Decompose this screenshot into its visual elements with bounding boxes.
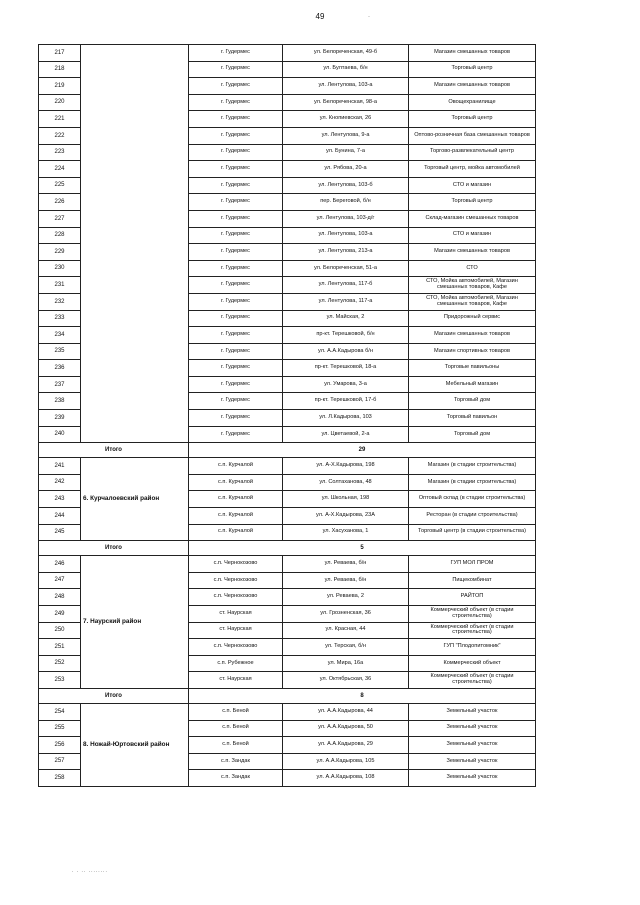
row-number: 223 [39, 144, 81, 161]
object-cell: Мебельный магазин [409, 376, 536, 393]
row-number: 240 [39, 426, 81, 443]
object-cell: СТО [409, 260, 536, 277]
address-cell: ул. Бултаева, б/н [283, 61, 409, 78]
locality-cell: с.п. Курчалой [189, 458, 283, 475]
row-number: 239 [39, 410, 81, 427]
locality-cell: г. Гудермес [189, 111, 283, 128]
object-cell: Торговый центр, мойка автомобилей [409, 161, 536, 178]
object-cell: Торговый павильон [409, 410, 536, 427]
total-value: 29 [189, 443, 536, 458]
total-label: Итого [39, 443, 189, 458]
object-cell: Земельный участок [409, 770, 536, 787]
locality-cell: г. Гудермес [189, 360, 283, 377]
total-label: Итого [39, 541, 189, 556]
object-cell: Магазин смешанных товаров [409, 327, 536, 344]
total-row [39, 688, 536, 703]
row-number: 243 [39, 491, 81, 508]
row-number: 222 [39, 127, 81, 144]
address-cell: пр-кт. Терешковой, 18-а [283, 360, 409, 377]
district-name [81, 45, 189, 443]
total-row [39, 541, 536, 556]
address-cell: ул. Реваева, б/н [283, 556, 409, 573]
address-cell: ул. Лентулова, 213-а [283, 244, 409, 261]
row-number: 238 [39, 393, 81, 410]
locality-cell: г. Гудермес [189, 94, 283, 111]
address-cell: ул. Лентулова, 103-а [283, 78, 409, 95]
object-cell: Ресторан (в стадии строительства) [409, 508, 536, 525]
total-row [39, 443, 536, 458]
total-value: 8 [189, 688, 536, 703]
locality-cell: ст. Наурская [189, 622, 283, 639]
row-number: 250 [39, 622, 81, 639]
locality-cell: с.п. Курчалой [189, 524, 283, 541]
row-number: 231 [39, 277, 81, 294]
row-number: 245 [39, 524, 81, 541]
address-cell: ул. Кнопиевская, 26 [283, 111, 409, 128]
locality-cell: г. Гудермес [189, 293, 283, 310]
object-cell: Магазин (в стадии строительства) [409, 458, 536, 475]
object-cell: ГУП МОЛ ПРОМ [409, 556, 536, 573]
locality-cell: с.п. Беной [189, 737, 283, 754]
address-cell: ул. Рябова, 20-а [283, 161, 409, 178]
object-cell: Пищекомбинат [409, 572, 536, 589]
locality-cell: г. Гудермес [189, 376, 283, 393]
table-row [39, 45, 536, 62]
row-number: 246 [39, 556, 81, 573]
row-number: 255 [39, 720, 81, 737]
address-cell: ул. Лентулова, 9-а [283, 127, 409, 144]
address-cell: ул. А-Х.Кадырова, 23А [283, 508, 409, 525]
address-cell: ул. Реваева, 2 [283, 589, 409, 606]
object-cell: Земельный участок [409, 737, 536, 754]
row-number: 256 [39, 737, 81, 754]
object-cell: Торговый дом [409, 426, 536, 443]
address-cell: ул. Солтаханова, 48 [283, 474, 409, 491]
address-cell: ул. А.А.Кадырова, 44 [283, 703, 409, 720]
row-number: 218 [39, 61, 81, 78]
locality-cell: ст. Наурская [189, 606, 283, 623]
object-cell: Коммерческий объект (в стадии строительства) [409, 606, 536, 623]
object-cell: СТО, Мойка автомобилей, Магазин смешанных товаров, Кафе [409, 293, 536, 310]
locality-cell: г. Гудермес [189, 144, 283, 161]
address-cell: ул. Л.Кадырова, 103 [283, 410, 409, 427]
row-number: 217 [39, 45, 81, 62]
object-cell: Магазин спортивных товаров [409, 343, 536, 360]
total-label: Итого [39, 688, 189, 703]
object-cell: Коммерческий объект [409, 655, 536, 672]
address-cell: ул. А.А.Кадырова, 50 [283, 720, 409, 737]
object-cell: Овощехранилище [409, 94, 536, 111]
address-cell: ул. А.А.Кадырова, 108 [283, 770, 409, 787]
object-cell: Земельный участок [409, 753, 536, 770]
table-row [39, 458, 536, 475]
object-cell: Торговые павильоны [409, 360, 536, 377]
locality-cell: г. Гудермес [189, 177, 283, 194]
district-name: 8. Ножай-Юртовский район [81, 703, 189, 786]
district-name: 6. Курчалоевский район [81, 458, 189, 541]
address-cell: ул. Реваева, б/н [283, 572, 409, 589]
address-cell: ул. А.А.Кадырова, 29 [283, 737, 409, 754]
locality-cell: г. Гудермес [189, 244, 283, 261]
object-cell: Торговый дом [409, 393, 536, 410]
row-number: 254 [39, 703, 81, 720]
address-cell: ул. Лентулова, 117-а [283, 293, 409, 310]
address-cell: ул. Мира, 16а [283, 655, 409, 672]
address-cell: ул. Лентулова, 103-а [283, 227, 409, 244]
row-number: 236 [39, 360, 81, 377]
locality-cell: с.п. Беной [189, 720, 283, 737]
locality-cell: ст. Наурская [189, 672, 283, 689]
address-cell: ул. Школьная, 198 [283, 491, 409, 508]
row-number: 242 [39, 474, 81, 491]
locality-cell: г. Гудермес [189, 260, 283, 277]
row-number: 249 [39, 606, 81, 623]
object-cell: Торгово-развлекательный центр [409, 144, 536, 161]
locality-cell: с.п. Рубежное [189, 655, 283, 672]
locality-cell: с.п. Зандак [189, 753, 283, 770]
locality-cell: г. Гудермес [189, 227, 283, 244]
address-cell: ул. А-Х.Кадырова, 198 [283, 458, 409, 475]
object-cell: Земельный участок [409, 720, 536, 737]
row-number: 237 [39, 376, 81, 393]
address-cell: пер. Береговой, б/н [283, 194, 409, 211]
row-number: 257 [39, 753, 81, 770]
address-cell: пр-кт. Терешковой, б/н [283, 327, 409, 344]
address-cell: ул. Грозненская, 36 [283, 606, 409, 623]
locality-cell: г. Гудермес [189, 410, 283, 427]
row-number: 251 [39, 639, 81, 656]
address-cell: ул. Майская, 2 [283, 310, 409, 327]
row-number: 232 [39, 293, 81, 310]
address-cell: ул. Белореченская, 98-а [283, 94, 409, 111]
object-cell: РАЙТОП [409, 589, 536, 606]
locality-cell: с.п. Чернокозово [189, 639, 283, 656]
address-cell: ул. А.А.Кадырова б/н [283, 343, 409, 360]
object-cell: Магазин (в стадии строительства) [409, 474, 536, 491]
object-cell: СТО и магазин [409, 177, 536, 194]
address-cell: ул. Бунина, 7-а [283, 144, 409, 161]
object-cell: Магазин смешанных товаров [409, 78, 536, 95]
locality-cell: г. Гудермес [189, 277, 283, 294]
object-cell: Торговый центр [409, 194, 536, 211]
address-cell: ул. Хасуханова, 1 [283, 524, 409, 541]
object-cell: Оптово-розничная база смешанных товаров [409, 127, 536, 144]
address-cell: ул. Лентулова, 117-б [283, 277, 409, 294]
locality-cell: с.п. Курчалой [189, 474, 283, 491]
registry-body [39, 45, 536, 787]
locality-cell: с.п. Курчалой [189, 508, 283, 525]
locality-cell: с.п. Зандак [189, 770, 283, 787]
locality-cell: г. Гудермес [189, 343, 283, 360]
address-cell: ул. Белореченская, 49-б [283, 45, 409, 62]
object-cell: Торговый центр [409, 61, 536, 78]
locality-cell: с.п. Беной [189, 703, 283, 720]
locality-cell: г. Гудермес [189, 327, 283, 344]
address-cell: ул. Октябрьская, 36 [283, 672, 409, 689]
object-cell: Магазин смешанных товаров [409, 45, 536, 62]
row-number: 241 [39, 458, 81, 475]
object-cell: СТО, Мойка автомобилей, Магазин смешанных товаров, Кафе [409, 277, 536, 294]
address-cell: ул. Терская, б/н [283, 639, 409, 656]
row-number: 221 [39, 111, 81, 128]
locality-cell: г. Гудермес [189, 127, 283, 144]
row-number: 247 [39, 572, 81, 589]
footer-mark: . . .. ........ [72, 868, 108, 874]
address-cell: ул. Лентулова, 103-б [283, 177, 409, 194]
object-cell: Торговый центр (в стадии строительства) [409, 524, 536, 541]
locality-cell: г. Гудермес [189, 61, 283, 78]
row-number: 228 [39, 227, 81, 244]
object-cell: Коммерческий объект (в стадии строительства) [409, 672, 536, 689]
row-number: 227 [39, 210, 81, 227]
locality-cell: г. Гудермес [189, 161, 283, 178]
object-cell: Склад-магазин смешанных товаров [409, 210, 536, 227]
locality-cell: с.п. Чернокозово [189, 556, 283, 573]
row-number: 224 [39, 161, 81, 178]
row-number: 248 [39, 589, 81, 606]
row-number: 252 [39, 655, 81, 672]
row-number: 219 [39, 78, 81, 95]
object-cell: ГУП "Плодопитомник" [409, 639, 536, 656]
row-number: 230 [39, 260, 81, 277]
object-cell: Земельный участок [409, 703, 536, 720]
row-number: 229 [39, 244, 81, 261]
row-number: 244 [39, 508, 81, 525]
page-number: 49 [315, 12, 325, 21]
locality-cell: г. Гудермес [189, 393, 283, 410]
district-name: 7. Наурский район [81, 556, 189, 689]
row-number: 220 [39, 94, 81, 111]
registry-table [38, 44, 536, 787]
row-number: 235 [39, 343, 81, 360]
row-number: 234 [39, 327, 81, 344]
locality-cell: г. Гудермес [189, 210, 283, 227]
row-number: 253 [39, 672, 81, 689]
locality-cell: г. Гудермес [189, 78, 283, 95]
locality-cell: с.п. Чернокозово [189, 572, 283, 589]
address-cell: ул. Белореченская, 51-а [283, 260, 409, 277]
object-cell: Магазин смешанных товаров [409, 244, 536, 261]
address-cell: ул. А.А.Кадырова, 105 [283, 753, 409, 770]
table-row [39, 556, 536, 573]
object-cell: Торговый центр [409, 111, 536, 128]
row-number: 225 [39, 177, 81, 194]
row-number: 226 [39, 194, 81, 211]
locality-cell: г. Гудермес [189, 194, 283, 211]
row-number: 258 [39, 770, 81, 787]
address-cell: ул. Цветаевой, 2-а [283, 426, 409, 443]
scan-mark: · [368, 14, 370, 20]
table-row [39, 703, 536, 720]
locality-cell: г. Гудермес [189, 426, 283, 443]
locality-cell: с.п. Курчалой [189, 491, 283, 508]
locality-cell: с.п. Чернокозово [189, 589, 283, 606]
address-cell: ул. Умарова, 3-а [283, 376, 409, 393]
locality-cell: г. Гудермес [189, 310, 283, 327]
locality-cell: г. Гудермес [189, 45, 283, 62]
address-cell: ул. Красная, 44 [283, 622, 409, 639]
object-cell: Придорожный сервис [409, 310, 536, 327]
address-cell: пр-кт. Терешковой, 17-б [283, 393, 409, 410]
row-number: 233 [39, 310, 81, 327]
object-cell: СТО и магазин [409, 227, 536, 244]
total-value: 5 [189, 541, 536, 556]
address-cell: ул. Лентулова, 103-д/г [283, 210, 409, 227]
object-cell: Коммерческий объект (в стадии строительства) [409, 622, 536, 639]
object-cell: Оптовый склад (в стадии строительства) [409, 491, 536, 508]
